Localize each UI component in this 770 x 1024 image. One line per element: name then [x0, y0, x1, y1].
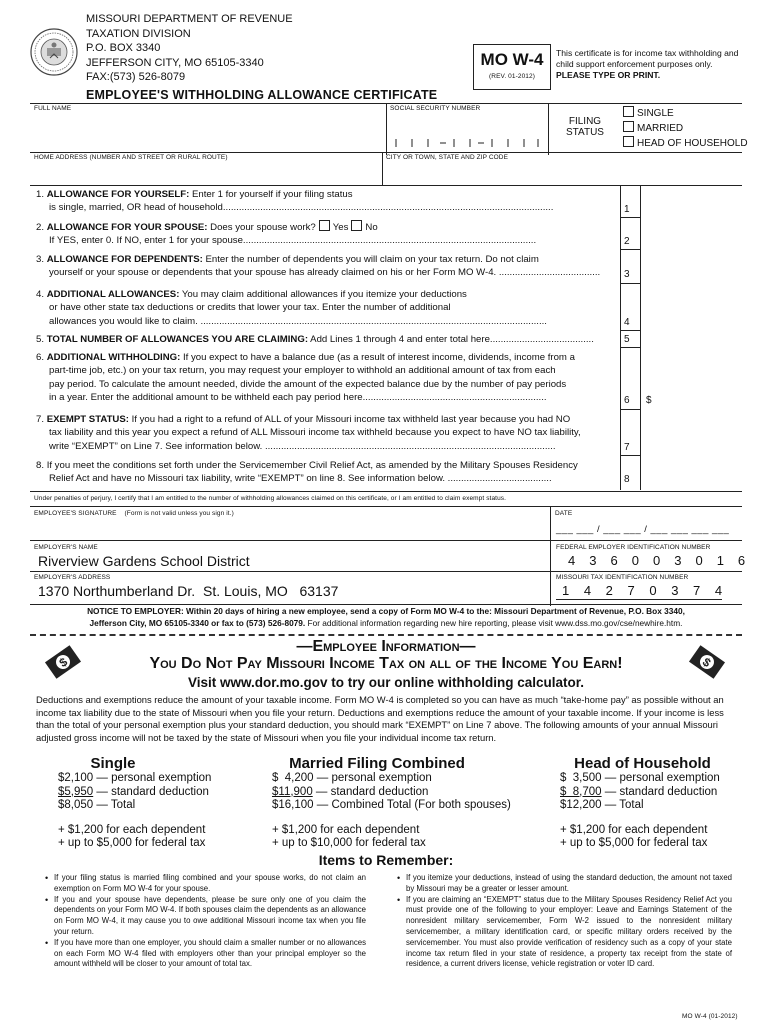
form-revision: (REV. 01-2012): [489, 73, 535, 80]
line-1: [36, 188, 616, 215]
form-number: MO W-4: [480, 50, 544, 69]
full-name-label: FULL NAME: [34, 105, 72, 112]
employer-notice: [30, 605, 742, 629]
line-4-text-2: or have other state tax deductions or credits that lower your tax. Enter the number of additional: [49, 302, 451, 314]
full-name-field[interactable]: [30, 113, 385, 151]
line-4-heading: ADDITIONAL ALLOWANCES:: [46, 289, 180, 300]
line-5-text: Add Lines 1 through 4 and enter total here.......................................: [308, 334, 594, 345]
line-5-number: 5.: [36, 334, 45, 345]
married-deduction: [272, 786, 532, 800]
mo-tax-id-value[interactable]: 1 4 2 7 0 3 7 4: [562, 583, 727, 598]
married-total: $16,100 — Combined Total (For both spouses): [272, 799, 511, 811]
agency-line-2: TAXATION DIVISION: [86, 27, 191, 40]
line-2: [36, 220, 616, 248]
line-7-number: 7.: [36, 414, 45, 425]
hoh-deduction: [560, 786, 740, 800]
line-6-number: 6.: [36, 352, 45, 363]
footer-form-id: MO W-4 (01-2012): [682, 1013, 738, 1020]
reminder-item: • If you itemize your deductions, instead of using the standard deduction, the amount not taxed by Missouri may be a greater or lesser amount.: [406, 873, 732, 895]
notice-line-1: NOTICE TO EMPLOYER: Within 20 days of hiring a new employee, send a copy of Form MO W-4 to the: Missouri Department of Revenue, P.O. Box 3340,: [87, 606, 685, 616]
please-type-note: PLEASE TYPE OR PRINT.: [556, 70, 661, 80]
line-4-text: You may claim additional allowances if you itemize your deductions: [179, 289, 467, 300]
line-6-text-3: pay period. To calculate the amount needed, divide the amount of the expected balance due by the number of pay periods: [49, 378, 567, 390]
hoh-exemption: $ 3,500 — personal exemption: [560, 772, 720, 784]
line-6: [36, 351, 616, 404]
line-4-box[interactable]: 4: [624, 317, 630, 328]
spouse-no-checkbox[interactable]: [351, 220, 362, 231]
agency-address: [86, 12, 293, 85]
filing-option-single[interactable]: [620, 106, 748, 121]
line-5: [36, 333, 616, 346]
right-reminders: [396, 873, 732, 970]
filing-status-options: [620, 106, 748, 151]
certificate-note: [556, 48, 742, 81]
line-6-box[interactable]: 6: [624, 395, 630, 406]
hoh-federal: + up to $5,000 for federal tax: [560, 837, 708, 849]
married-exemption: $ 4,200 — personal exemption: [272, 772, 432, 784]
city-field[interactable]: [385, 162, 741, 184]
notice-line-2b: For additional information regarding new hire reporting, please visit www.dss.mo.gov/cse/newhire.htm.: [305, 618, 683, 628]
agency-line-5: FAX:(573) 526-8079: [86, 71, 186, 83]
certificate-note-text: This certificate is for income tax withholding and child support enforcement purposes only.: [556, 48, 739, 69]
single-exemption: $2,100 — personal exemption: [58, 772, 212, 784]
line-1-text-2: is single, married, OR head of household............................................................................................................................: [49, 202, 554, 214]
line-8-text: If you meet the conditions set forth under the Servicemember Civil Relief Act, as amended by the Military Spouses Residency: [46, 460, 578, 471]
reminder-item: • If you have more than one employer, you should claim a smaller number or no allowances on each Form MO W-4 filed with employers other than your principal employer so the amount withheld will be closer to your amount of total tax.: [54, 938, 366, 970]
line-1-text: Enter 1 for yourself if your filing status: [189, 189, 353, 200]
date-label: DATE: [555, 510, 573, 517]
filing-status-label: [566, 116, 604, 138]
employee-signature-field[interactable]: [30, 518, 550, 538]
line-4-text-3: allowances you would like to claim. ..................................................................................................................................: [49, 315, 547, 327]
home-address-field[interactable]: [30, 162, 385, 184]
line-2-heading: ALLOWANCE FOR YOUR SPOUSE:: [46, 222, 208, 233]
employer-address-label: EMPLOYER'S ADDRESS: [34, 574, 111, 581]
line-6-text: If you expect to have a balance due (as a result of interest income, dividends, income from a: [180, 352, 575, 363]
ssn-label: SOCIAL SECURITY NUMBER: [390, 105, 481, 112]
filing-option-single-label: SINGLE: [637, 108, 674, 119]
left-reminders: [44, 873, 366, 970]
spouse-yes-label: Yes: [332, 222, 349, 233]
employer-name-value[interactable]: Riverview Gardens School District: [38, 553, 250, 569]
fein-value[interactable]: 4 3 6 0 0 3 0 1 6: [568, 553, 750, 568]
single-federal: + up to $5,000 for federal tax: [58, 837, 206, 849]
married-dependent: + $1,200 for each dependent: [272, 823, 420, 836]
single-deduction-amount: $5,950: [58, 785, 94, 798]
line-6-text-2: part-time job, etc.) on your tax return, you may request your employer to withhold an additional amount of tax from each: [49, 365, 556, 377]
notice-line-2a: Jefferson City, MO 65105-3340 or fax to (573) 526-8079.: [89, 618, 306, 628]
line-8-text-2: Relief Act and have no Missouri tax liability, write “EXEMPT” on line 8. See information below. .......................................: [49, 473, 552, 485]
line-5-box[interactable]: 5: [624, 334, 630, 345]
single-total: $8,050 — Total: [58, 799, 136, 811]
hoh-column: [560, 755, 740, 851]
hoh-title: Head of Household: [574, 755, 711, 772]
line-8: [36, 459, 616, 486]
line-6-amount-field[interactable]: [656, 392, 736, 408]
line-2-number: 2.: [36, 222, 45, 233]
employee-signature-label: [34, 510, 234, 518]
date-field[interactable]: ___ ___ / ___ ___ / ___ ___ ___ ___: [556, 524, 730, 535]
missouri-seal-icon: [30, 28, 78, 76]
line-6-dollar-sign: $: [646, 395, 652, 406]
married-column: [272, 755, 532, 851]
spouse-no-label: No: [365, 222, 378, 233]
hoh-total: $12,200 — Total: [560, 799, 644, 811]
filing-option-married[interactable]: [620, 121, 748, 136]
home-address-label: HOME ADDRESS (NUMBER AND STREET OR RURAL ROUTE): [34, 154, 228, 161]
married-federal: + up to $10,000 for federal tax: [272, 837, 426, 849]
agency-line-1: MISSOURI DEPARTMENT OF REVENUE: [86, 13, 293, 25]
filing-option-hoh[interactable]: [620, 136, 748, 151]
fein-label: FEDERAL EMPLOYER IDENTIFICATION NUMBER: [556, 544, 711, 551]
married-deduction-amount: $11,900: [272, 785, 313, 798]
form-title: EMPLOYEE'S WITHHOLDING ALLOWANCE CERTIFICATE: [86, 88, 438, 102]
svg-text:$: $: [699, 654, 714, 671]
line-7-text-3: write “EXEMPT” on Line 7. See information below. .............................................................................................................: [49, 440, 556, 452]
line-3: [36, 253, 616, 280]
hoh-deduction-amount: $ 8,700: [560, 785, 602, 798]
signature-label: EMPLOYEE'S SIGNATURE: [34, 510, 117, 517]
line-7-box[interactable]: 7: [624, 442, 630, 453]
filing-option-hoh-label: HEAD OF HOUSEHOLD: [637, 138, 748, 149]
line-3-number: 3.: [36, 254, 45, 265]
line-3-heading: ALLOWANCE FOR DEPENDENTS:: [46, 254, 203, 265]
line-3-box[interactable]: 3: [624, 269, 630, 280]
mo-tax-id-label: MISSOURI TAX IDENTIFICATION NUMBER: [556, 574, 689, 581]
line-7-heading: EXEMPT STATUS:: [46, 414, 129, 425]
line-1-heading: ALLOWANCE FOR YOURSELF:: [46, 189, 190, 200]
single-deduction: [58, 786, 248, 800]
penalty-statement: Under penalties of perjury, I certify that I am entitled to the number of withholding allowances claimed on this certificate, or I am entitled to claim exempt status.: [34, 495, 507, 502]
checkbox-icon[interactable]: [623, 136, 634, 147]
filing-option-married-label: MARRIED: [637, 123, 684, 134]
line-2-box[interactable]: 2: [624, 236, 630, 247]
spouse-yes-checkbox[interactable]: [319, 220, 330, 231]
employer-name-label: EMPLOYER'S NAME: [34, 544, 98, 551]
line-4: [36, 288, 616, 328]
signature-note: (Form is not valid unless you sign it.): [124, 510, 234, 517]
single-title: Single: [90, 755, 136, 772]
line-5-heading: TOTAL NUMBER OF ALLOWANCES YOU ARE CLAIMING:: [46, 334, 309, 345]
single-dependent: + $1,200 for each dependent: [58, 823, 206, 836]
single-deduction-text: — standard deduction: [93, 785, 209, 798]
married-title: Married Filing Combined: [289, 755, 465, 772]
line-6-text-4: in a year. Enter the additional amount to be withheld each pay period here.....................................................................: [49, 391, 547, 403]
employee-info-heading: —Employee Information—: [296, 638, 476, 655]
line-1-box[interactable]: 1: [624, 204, 630, 215]
line-1-number: 1.: [36, 189, 45, 200]
agency-line-3: P.O. BOX 3340: [86, 42, 161, 54]
hoh-dependent: + $1,200 for each dependent: [560, 823, 708, 836]
city-label: CITY OR TOWN, STATE AND ZIP CODE: [386, 154, 509, 161]
married-deduction-text: — standard deduction: [312, 785, 429, 798]
checkbox-icon[interactable]: [623, 106, 634, 117]
single-column: [58, 755, 248, 851]
line-8-number: 8.: [36, 460, 45, 471]
line-2-text-2: If YES, enter 0. If NO, enter 1 for your spouse..............................................................................................................: [49, 235, 537, 247]
line-7: [36, 413, 616, 453]
line-3-text-2: yourself or your spouse or dependents that your spouse has already claimed on his or her Form MO W-4. ......................................: [49, 267, 601, 279]
filing-status-label-2: STATUS: [566, 127, 604, 138]
line-7-text-2: tax liability and this year you expect a refund of ALL Missouri income tax withheld because you expect to have NO tax liability,: [49, 427, 581, 439]
ssn-field[interactable]: [388, 125, 548, 149]
reminder-item: • If your filing status is married filing combined and your spouse works, do not claim an exemption on Form MO W-4 for your spouse.: [54, 873, 366, 895]
line-3-text: Enter the number of dependents you will claim on your tax return. Do not claim: [202, 254, 539, 265]
line-7-text: If you had a right to a refund of ALL of your Missouri income tax withheld last year because you had NO: [128, 414, 571, 425]
hoh-deduction-text: — standard deduction: [601, 785, 718, 798]
checkbox-icon[interactable]: [623, 121, 634, 132]
dashed-cut-line: [30, 634, 742, 636]
line-8-box[interactable]: 8: [624, 474, 630, 485]
line-2-text: Does your spouse work?: [207, 222, 316, 233]
employee-info-subheading: You Do Not Pay Missouri Income Tax on all of the Income You Earn!: [149, 655, 623, 672]
line-4-number: 4.: [36, 289, 45, 300]
reminder-item: • If you and your spouse have dependents, please be sure only one of you claim the dependents on your Form MO W-4. If both spouses claim the dependents as an allowance on Form MO W-4, it may cause you to owe additional Missouri income tax when you file your return.: [54, 895, 366, 938]
filing-status-label-1: FILING: [568, 116, 602, 127]
items-to-remember-title: Items to Remember:: [318, 852, 454, 868]
calculator-link[interactable]: Visit www.dor.mo.gov to try our online withholding calculator.: [187, 675, 585, 690]
line-6-heading: ADDITIONAL WITHHOLDING:: [46, 352, 181, 363]
reminder-item: • If you are claiming an “EXEMPT” status due to the Military Spouses Residency Relief Act you must provide one of the following to your employer: Leave and Earnings Statement of the nonresident military servicemember, Form W-2 issued to the nonresident military servicemember, a military identification card, or specific military orders received by the servicemember. You must also provide verification of residency such as a copy of your state income tax return filed in your state of residence, a property tax receipt from the state of residence, a current drivers license, vehicle registration or voter ID card.: [406, 895, 732, 971]
employer-address-value[interactable]: 1370 Northumberland Dr. St. Louis, MO 63137: [38, 583, 339, 599]
agency-line-4: JEFFERSON CITY, MO 65105-3340: [86, 56, 264, 69]
svg-text:$: $: [56, 654, 71, 671]
info-paragraph: Deductions and exemptions reduce the amount of your taxable income. Form MO W-4 is completed so you can have as much “take-home pay” as possible without an income tax liability due to the state of Missouri when you file your return. Deductions and exemptions reduce the amount of your taxable income. If your income is less than the total of your personal exemption plus your standard deduction, you should mark “EXEMPT” on Line 7 above. The following amounts of your annual Missouri adjusted gross income will not be taxed by the state of Missouri when you file your individual income tax return.: [36, 694, 724, 743]
